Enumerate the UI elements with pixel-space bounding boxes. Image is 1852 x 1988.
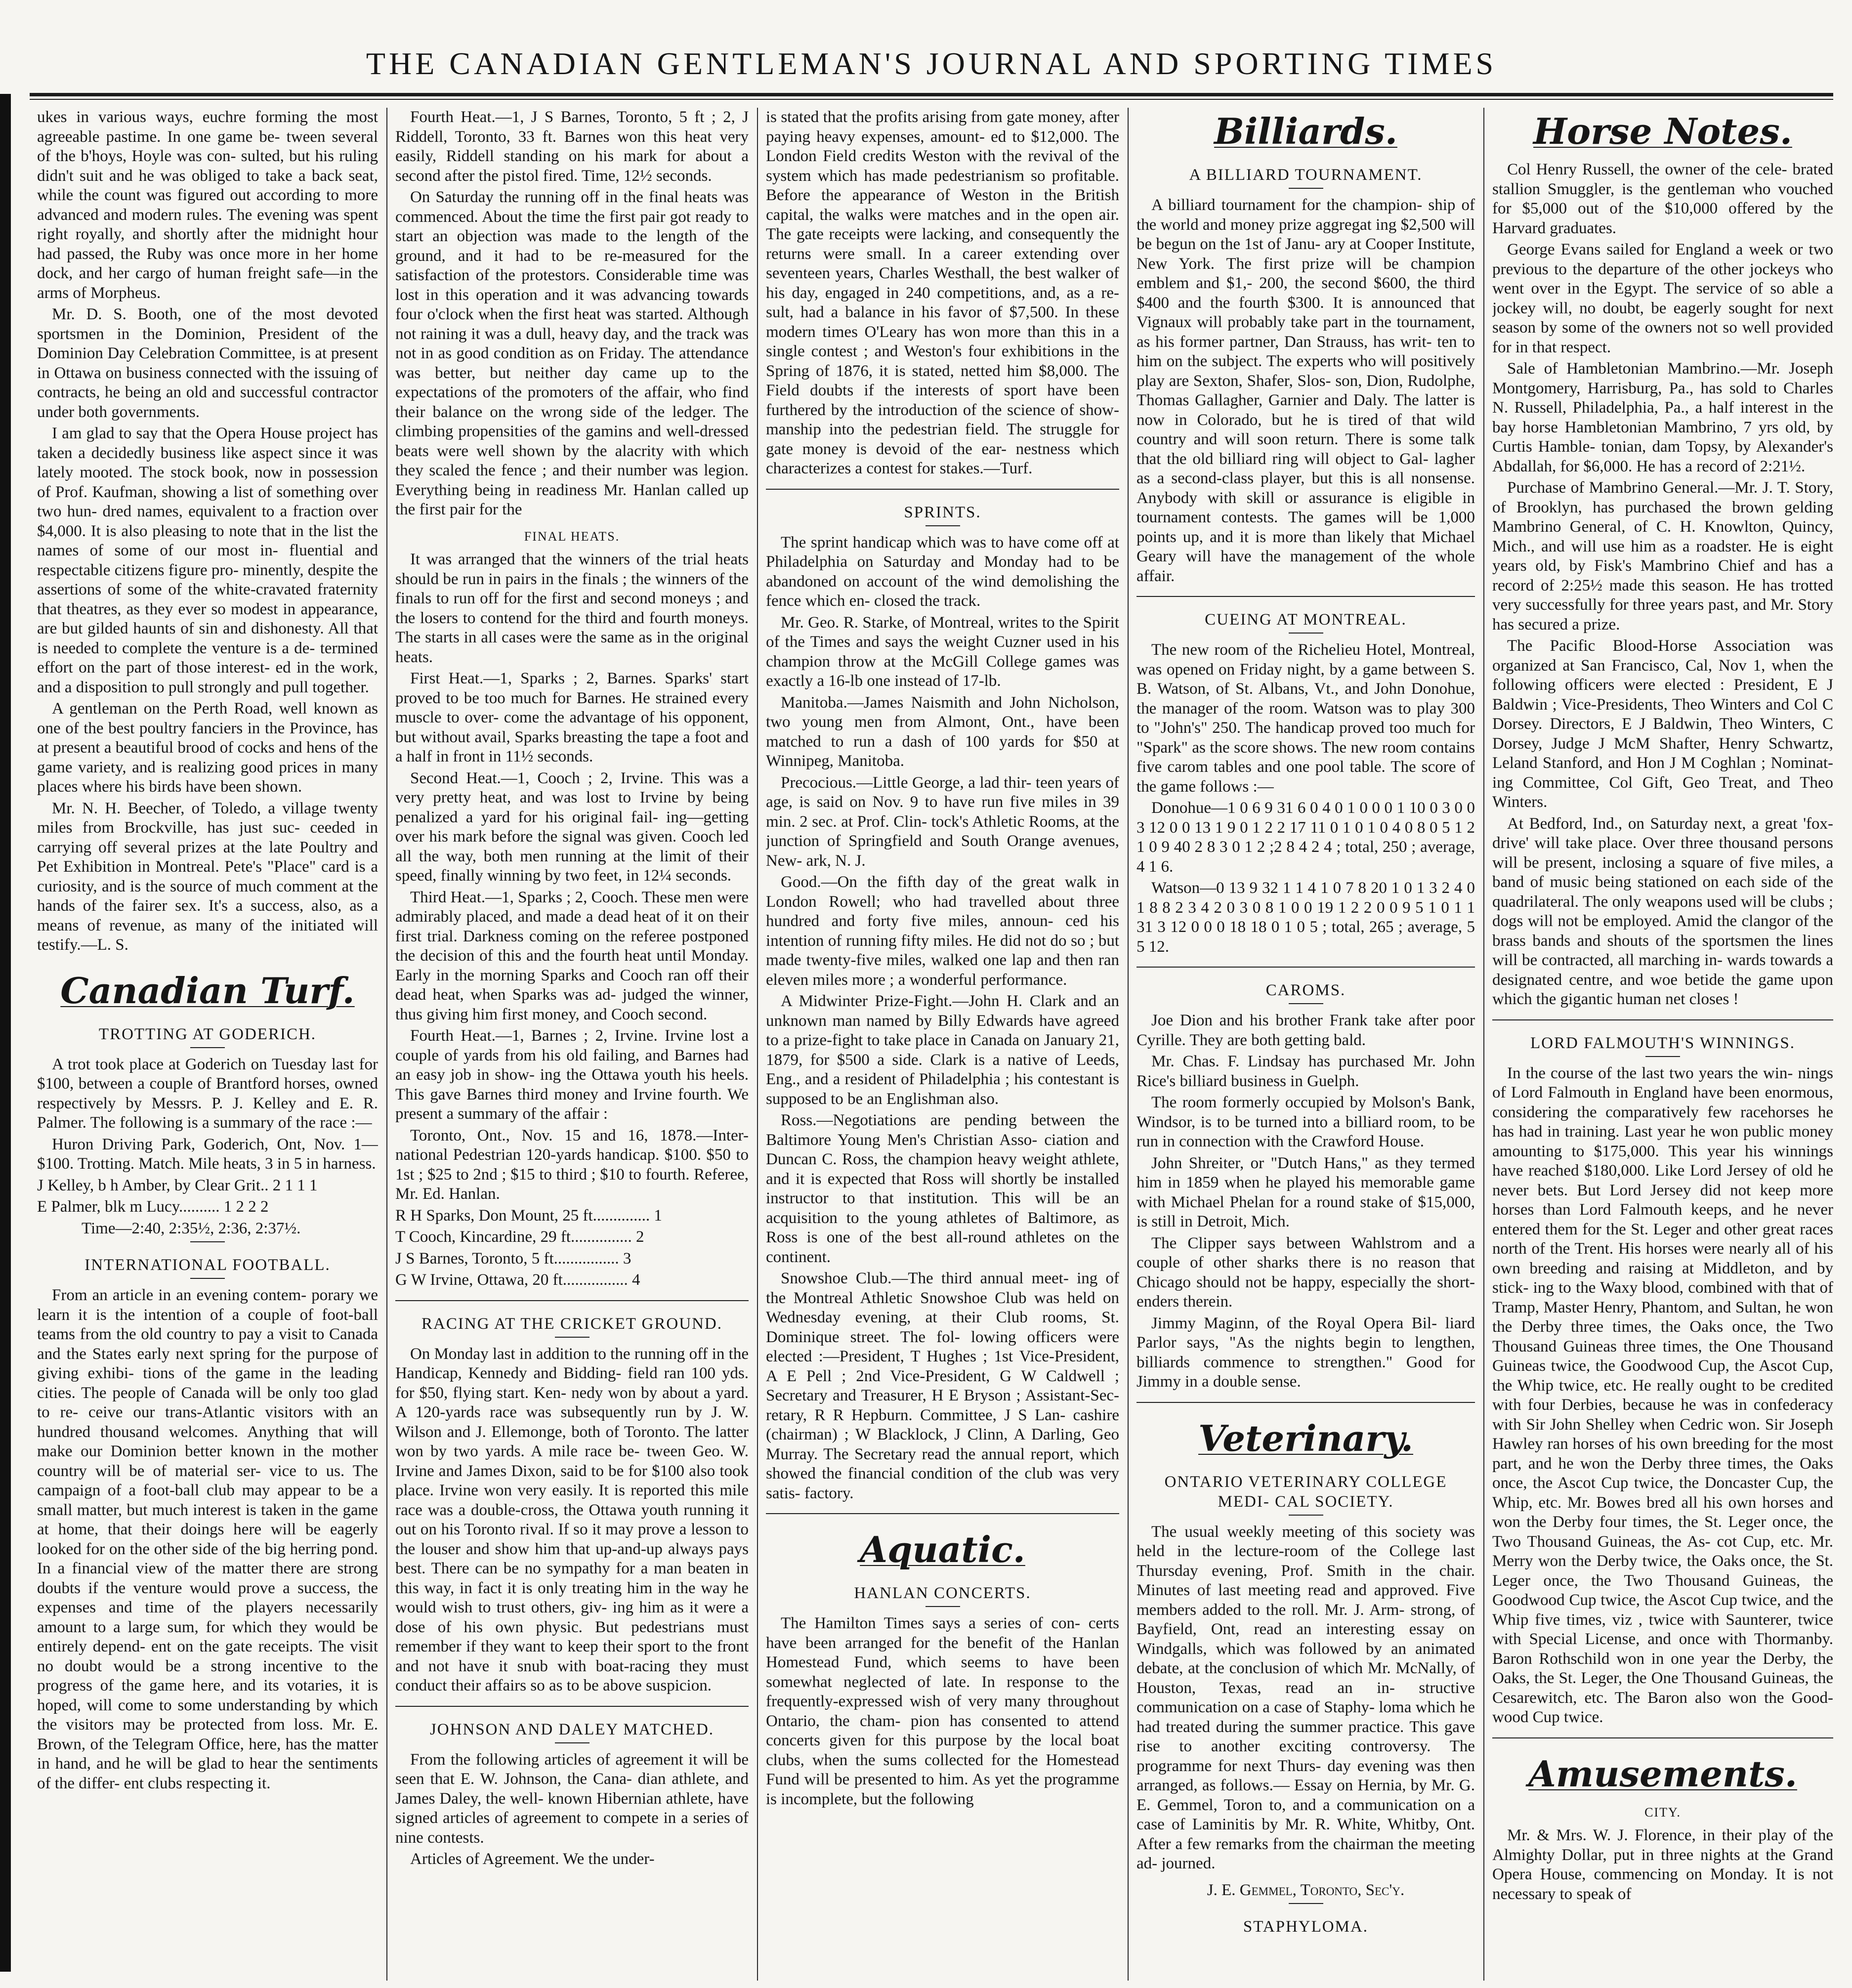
signature: J. E. Gemmel, Toronto, Sec'y. — [1207, 1881, 1405, 1899]
column-5 — [1492, 108, 1833, 1981]
paragraph: On Saturday the running off in the final heats was commenced. About the time the first pair got ready to start an objection was made to the length of the ground, and it had to be re-measured for the satisfaction of the protestors. Considerable time was lost in this operation and it was advancing towards four o'clock when the first heat was started. Although not raining it was a dull, heavy day, and the track was not in as good condition as on Friday. The attendance was better, but neither day came up to the expectations of the promoters of the affair, who find their balance on the wrong side of the ledger. The climbing propensities of the gamins and well-dressed beats were well shown by the alacrity with which they scaled the fence ; and their number was legion. Everything being in readiness Mr. Hanlan called up the first pair for the — [395, 188, 749, 518]
paragraph: The sprint handicap which was to have come off at Philadelphia on Saturday and Monday had to be abandoned on account of the wind demolishing the fence which en- closed the track. — [766, 533, 1119, 610]
title-dash — [190, 1047, 225, 1048]
article-title: CAROMS. — [1265, 981, 1346, 999]
article-title: A BILLIARD TOURNAMENT. — [1189, 166, 1423, 184]
article-rule — [395, 1706, 749, 1707]
article-rule — [766, 1513, 1119, 1514]
paragraph: Jimmy Maginn, of the Royal Opera Bil- liard Parlor says, "As the nights begin to lengthen, billiards commence to strengthen." Good for Jimmy in a double sense. — [1136, 1314, 1475, 1391]
paragraph: From the following articles of agreement it will be seen that E. W. Johnson, the Cana- dian athlete, and James Daley, the well- known Hibernian athlete, have signed articles of agreement to compete in a series of nine contests. — [395, 1750, 749, 1847]
paragraph: Mr. & Mrs. W. J. Florence, in their play of the Almighty Dollar, put in three nights at the Grand Opera House, commencing on Monday. It is not necessary to speak of — [1492, 1826, 1833, 1903]
score-line: Donohue—1 0 6 9 31 6 0 4 0 1 0 0 0 1 10 0 3 0 0 3 12 0 0 13 1 9 0 1 2 2 17 11 0 1 0 1 0 4 0 8 0 5 1 2 1 0 9 40 2 8 3 0 1 2 ;2 8 4 2 4 ; total, 250 ; average, 4 1 6. — [1136, 799, 1475, 876]
article-title: ONTARIO VETERINARY COLLEGE MEDI- CAL SOCIETY. — [1164, 1473, 1447, 1511]
column-rule — [1128, 108, 1129, 1981]
paragraph: A trot took place at Goderich on Tuesday last for $100, between a couple of Brantford horses, owned respectively by Messrs. P. J. Kelley and E. R. Palmer. The following is a summary of the race :— — [37, 1055, 378, 1132]
paragraph: Articles of Agreement. We the under- — [410, 1850, 655, 1868]
page-columns — [37, 108, 1836, 1981]
paragraph: The Pacific Blood-Horse Association was organized at San Francisco, Cal, Nov 1, when the following officers were elected : President, E J Baldwin ; Vice-Presidents, Theo Winters and Col C Dorsey. Directors, E J Baldwin, Theo Winters, C Dorsey, Judge J McM Shafter, Henry Schwartz, Leland Stanford, and Hon J M Coghlan ; Nominat- ing Committee, Col Gift, Geo Treat, and Theo Winters. — [1492, 637, 1833, 811]
paragraph: Mr. D. S. Booth, one of the most devoted sportsmen in the Dominion, President of the Dominion Day Celebration Committee, is at present in Ottawa on business connected with the issuing of contracts, he being an old and successful contractor under both governments. — [37, 305, 378, 421]
paragraph: The usual weekly meeting of this society was held in the lecture-room of the College last Thursday evening, Prof. Smith in the chair. Minutes of last meeting read and approved. Five members added to the roll. Mr. J. Arm- strong, of Bayfield, Ont, read an interesting essay on Windgalls, which was followed by an animated debate, at the conclusion of which Mr. McNally, of Houston, Texas, read an in- structive communication on a case of Staphy- loma which he had treated during the summer practice. This gave rise to another exciting controversy. The programme for next Thurs- day evening was then arranged, as follows.— Essay on Hernia, by Mr. G. E. Gemmel, Toron to, and a communication on a case of Laminitis by Mr. R. White, Whitby, Ont. After a few remarks from the chairman the meeting ad- journed. — [1136, 1523, 1475, 1872]
section-heading-aquatic: Aquatic. — [860, 1528, 1025, 1570]
title-dash — [1289, 1003, 1323, 1004]
title-dash — [190, 1241, 225, 1242]
article-title: STAPHYLOMA. — [1243, 1918, 1369, 1936]
result-line: T Cooch, Kincardine, 29 ft............... 2 — [395, 1228, 644, 1246]
paragraph: The Hamilton Times says a series of con- certs have been arranged for the benefit of the Hanlan Homestead Fund, which seems to have been somewhat neglected of late. In response to the frequently-expressed wish of very many throughout Ontario, the cham- pion has consented to attend concerts given for this purpose by the local boat clubs, when the sums collected for the Homestead Fund will be presented to him. As yet the programme is incomplete, but the following — [766, 1614, 1119, 1808]
paragraph: John Shreiter, or "Dutch Hans," as they termed him in 1859 when he played his memorable game with Michael Phelan for a round stake of $15,000, is still in Detroit, Mich. — [1136, 1154, 1475, 1230]
section-heading-veterinary: Veterinary. — [1198, 1417, 1413, 1459]
paragraph: First Heat.—1, Sparks ; 2, Barnes. Sparks' start proved to be too much for Barnes. He strained every muscle to over- come the advantage of his opponent, but without avail, Sparks breasting the tape a foot and a half in front in 11½ seconds. — [395, 670, 749, 765]
section-heading-horse-notes: Horse Notes. — [1533, 110, 1792, 152]
score-line: Watson—0 13 9 32 1 1 4 1 0 7 8 20 1 0 1 3 2 4 0 1 8 8 2 3 4 2 0 3 0 8 1 0 0 19 1 2 2 0 0 9 5 1 0 1 1 31 3 12 0 0 0 18 18 0 1 0 5 ; total, 265 ; average, 5 5 12. — [1136, 879, 1475, 956]
paragraph: Fourth Heat.—1, J S Barnes, Toronto, 5 ft ; 2, J Riddell, Toronto, 33 ft. Barnes won this heat very easily, Riddell standing on his mark for about a second after the pistol fired. Time, 12½ seconds. — [395, 108, 749, 185]
article-title: RACING AT THE CRICKET GROUND. — [421, 1314, 722, 1333]
result-line: G W Irvine, Ottawa, 20 ft................ 4 — [395, 1271, 640, 1289]
title-dash — [555, 1337, 589, 1338]
paragraph: In the course of the last two years the win- nings of Lord Falmouth in England have been enormous, considering the comparatively few racehorses he has had in training. Last year he won public money amounting to $175,000. This year his winnings have reached $180,000. Like Lord Jersey of old he never bets. But Lord Jersey did not keep more horses than Lord Falmouth keeps, and he never entered them for the St. Leger and other great races north of the Trent. His horses were nearly all of his own breeding and raising at Middleton, and by stick- ing to the Waxy blood, combined with that of Tramp, Master Henry, Phantom, and Sultan, he won the Derby three times, the Oaks once, the Two Thousand Guineas three times, the One Thousand Guineas twice, the Goodwood Cup, the Ascot Cup, the Whip twice, etc. He really ought to be credited with four Derbies, because he was in confederacy with Sir John Shelley when Cedric won. Sir Joseph Hawley ran horses of his own breeding for the most part, and he won the Derby three times, the Oaks once, the Ascot Cup twice, the Doncaster Cup, the Whip, etc. Mr. Bowes bred all his own horses and won the Derby four times, the St. Leger once, the Two Thousand Guineas, the As- cot Cup, etc. Mr. Merry won the Derby twice, the Oaks once, the St. Leger once, the Two Thousand Guineas, the Goodwood Cup twice, the Ascot Cup twice, and the Whip five times, viz , twice with Saunterer, twice with Special License, and once with Thormanby. Baron Rothschild won in one year the Derby, the Oaks, the St. Leger, the One Thousand Guineas, the Cesarewitch, etc. The Baron also won the Good- wood Cup twice. — [1492, 1064, 1833, 1726]
paragraph: Manitoba.—James Naismith and John Nicholson, two young men from Almont, Ont., have been matched to run a dash of 100 yards for $50 at Winnipeg, Manitoba. — [766, 693, 1119, 770]
paragraph: The new room of the Richelieu Hotel, Montreal, was opened on Friday night, by a game between S. B. Watson, of St. Albans, Vt., and John Donohue, the manager of the room. Watson was to play 300 to "John's" 250. The handicap proved too much for "Spark" as the score shows. The new room contains five carom tables and one pool table. The score of the game follows :— — [1136, 641, 1475, 796]
title-dash — [1289, 1903, 1323, 1904]
masthead-rule-thin — [30, 99, 1833, 100]
paragraph: Good.—On the fifth day of the great walk in London Rowell; who had travelled about three hundred and forty five miles, announ- ced his intention of running fifty miles. He did not do so ; but made twenty-five miles, walked one lap and then ran eleven miles more ; a wonderful performance. — [766, 873, 1119, 989]
paragraph: At Bedford, Ind., on Saturday next, a great 'fox-drive' will take place. Over three thousand persons will be present, inclosing a square of five miles, a band of music being stationed on each side of the quadrilateral. The only weapons used will be clubs ; dogs will not be employed. Amid the clangor of the brass bands and shouts of the sportsmen the lines will be contracted, all marching in- wards towards a designated centre, and woe betide the game upon which the gigantic human net closes ! — [1492, 814, 1833, 1008]
title-dash — [1289, 1515, 1323, 1516]
title-dash — [555, 1742, 589, 1743]
time-line: Time—2:40, 2:35½, 2:36, 2:37½. — [82, 1219, 301, 1237]
paragraph: Ross.—Negotiations are pending between the Baltimore Young Men's Christian Asso- ciation and Duncan C. Ross, the champion heavy weight athlete, and it is expected that Ross will shortly be installed instructor to that institution. This will be an acquisition to the young athletes of Baltimore, as Ross is one of the best all-round athletes on the continent. — [766, 1111, 1119, 1266]
article-rule — [1136, 967, 1475, 968]
subheading: CITY. — [1644, 1805, 1681, 1819]
paragraph: Joe Dion and his brother Frank take after poor Cyrille. They are both getting bald. — [1136, 1012, 1475, 1049]
column-rule — [1483, 108, 1484, 1981]
paragraph: Precocious.—Little George, a lad thir- teen years of age, is said on Nov. 9 to have run five miles in 39 min. 2 sec. at Prof. Clin- tock's Athletic Rooms, at the junction of Springfield and South Orange avenues, New- ark, N. J. — [766, 773, 1119, 870]
article-title: INTERNATIONAL FOOTBALL. — [84, 1256, 331, 1274]
paragraph: Snowshoe Club.—The third annual meet- ing of the Montreal Athletic Snowshoe Club was held on Wednesday evening, at their Club rooms, St. Dominique street. The fol- lowing officers were elected :—President, T Hughes ; 1st Vice-President, A E Pell ; 2nd Vice-President, G W Caldwell ; Secretary and Treasurer, H E Bryson ; Assistant-Sec- retary, R R Hepburn. Committee, J S Lan- cashire (chairman) ; W Blacklock, J Clinn, A Darling, Geo Murray. The Secretary read the annual report, which showed the financial condition of the club was very satis- factory. — [766, 1269, 1119, 1502]
article-rule — [1492, 1737, 1833, 1738]
paragraph: ukes in various ways, euchre forming the most agreeable pastime. In one game be- tween several of the b'hoys, Hoyle was con- sulted, but his ruling didn't suit and he was obliged to take a back seat, while the count was figured out according to more advanced and modern rules. The evening was spent right royally, and shortly after the midnight hour had passed, the Ruby was once more in her home dock, and her cargo of human freight safe—in the arms of Morpheus. — [37, 108, 378, 302]
column-1 — [37, 108, 378, 1981]
paragraph: A gentleman on the Perth Road, well known as one of the best poultry fanciers in the Province, has at present a beautiful brood of cocks and hens of the game variety, and is realizing good prices in many places where his birds have been shown. — [37, 700, 378, 796]
paragraph: Toronto, Ont., Nov. 15 and 16, 1878.—Inter- national Pedestrian 120-yards handicap. $100. $50 to 1st ; $25 to 2nd ; $15 to third ; $10 to fourth. Referee, Mr. Ed. Hanlan. — [395, 1126, 749, 1203]
article-title: JOHNSON AND DALEY MATCHED. — [429, 1720, 715, 1738]
result-line: J S Barnes, Toronto, 5 ft................ 3 — [395, 1249, 631, 1268]
paragraph: A Midwinter Prize-Fight.—John H. Clark and an unknown man named by Billy Edwards have agreed to a prize-fight to take place in Canada on January 21, 1879, for $500 a side. Clark is a native of Leeds, Eng., and a resident of Philadelphia ; his contestant is supposed to be an Englishman also. — [766, 992, 1119, 1108]
result-line: E Palmer, blk m Lucy.......... 1 2 2 2 — [37, 1198, 269, 1216]
paragraph: On Monday last in addition to the running off in the Handicap, Kennedy and Bidding- field ran 100 yds. for $50, flying start. Ken- nedy won by about a yard. A 120-yards race was subsequently run by J. W. Wilson and J. Ellemonge, both of Toronto. The latter won by two yards. A mile race be- tween Geo. W. Irvine and James Dixon, said to be for $100 also took place. Irvine won very easily. It is reported this mile race was a double-cross, the Ottawa youth running it out on his Toronto rival. If so it may prove a lesson to the louser and show him that up-and-up always pays best. There can be no sympathy for a man beaten in this way, in fact it is only treating him in the way he would wish to trust others, giv- ing him as it were a dose of his own physic. But pedestrians must remember if they want to keep their sport to the front and not have it snub with boat-racing they must conduct their affairs so as to be above suspicion. — [395, 1345, 749, 1694]
article-title: SPRINTS. — [904, 503, 981, 521]
paragraph: Third Heat.—1, Sparks ; 2, Cooch. These men were admirably placed, and made a dead heat of it on their first trial. Darkness coming on the referee postponed the decision of this and the fourth heat until Monday. Early in the morning Sparks and Cooch ran off their dead heat, when Sparks was ad- judged the winner, thus giving him first money, and Cooch second. — [395, 888, 749, 1023]
column-rule — [757, 108, 758, 1981]
paragraph: I am glad to say that the Opera House project has taken a decidedly business like aspect since it was lately mooted. The stock book, now in possession of Prof. Kaufman, showing a list of something over two hun- dred names, equivalent to a fraction over $4,000. It is also pleasing to note that in the list the names of some of our most in- fluential and respectable citizens figure pro- minently, despite the assertions of some of the white-cravated fraternity that theatres, as they ever so modest in appearance, are but gilded haunts of sin and dishonesty. All that is needed to complete the venture is a de- termined effort on the part of those interest- ed in the work, and a disposition to pull strongly and pull together. — [37, 424, 378, 696]
paragraph: Sale of Hambletonian Mambrino.—Mr. Joseph Montgomery, Harrisburg, Pa., has sold to Charles N. Russell, Philadelphia, Pa., a half interest in the bay horse Hambletonian Mambrino, 7 yrs old, by Curtis Hamble- tonian, dam Topsy, by Alexander's Abdallah, for $6,000. He has a record of 2:21½. — [1492, 360, 1833, 475]
paragraph: is stated that the profits arising from gate money, after paying heavy expenses, amount- ed to $12,000. The London Field credits Weston with the revival of the system which has made pedestrianism so profitable. Before the appearance of Weston in the British capital, the walks were matches and in the open air. The gate receipts were lacking, and consequently the returns were small. In a career extending over seventeen years, Charles Westhall, the best walker of his day, engaged in 240 competitions, and, as a re- sult, had a balance in his favor of $7,500. In these modern times O'Leary has won more than this in a single contest ; and Weston's four exhibitions in the Spring of 1876, it is stated, netted him $8,000. The Field doubts if the interests of sport have been furthered by the introduction of the science of show- manship into the pedestrian field. The struggle for gate money is devoid of the ear- nestness which characterizes a contest for stakes.—Turf. — [766, 108, 1119, 477]
article-title: HANLAN CONCERTS. — [854, 1584, 1031, 1602]
article-rule — [395, 1300, 749, 1301]
paragraph: George Evans sailed for England a week or two previous to the departure of the other jockeys who went over in the Egypt. The service of so able a jockey will, no doubt, be eagerly sought for next season by some of the owners not so well provided for in that respect. — [1492, 241, 1833, 356]
masthead-rule — [30, 93, 1833, 96]
section-heading-amusements: Amusements. — [1528, 1752, 1797, 1795]
section-heading-turf: Canadian Turf. — [60, 969, 355, 1012]
section-heading-billiards: Billiards. — [1214, 110, 1397, 152]
paragraph: Mr. Geo. R. Starke, of Montreal, writes to the Spirit of the Times and says the weight Cuzner used in his champion throw at the McGill College games was exactly a 16-lb one instead of 17-lb. — [766, 613, 1119, 690]
article-rule — [1492, 1019, 1833, 1020]
paragraph: Huron Driving Park, Goderich, Ont, Nov. 1—$100. Trotting. Match. Mile heats, 3 in 5 in harness. — [37, 1135, 378, 1173]
column-rule — [386, 108, 387, 1981]
title-dash — [1645, 1056, 1680, 1057]
paragraph: A billiard tournament for the champion- ship of the world and money prize aggregat ing $2,500 will be begun on the 1st of Janu- ary at Cooper Institute, New York. The first prize will be champion emblem and $1,- 200, the second $600, the third $400 and the fourth $300. It is announced that Vignaux will probably take part in the tournament, as his former partner, Dan Strauss, has writ- ten to him on the subject. The experts who will positively play are Sexton, Shafer, Slos- son, Dion, Rudolphe, Thomas Gallagher, Garnier and Daly. The latter is now in Colorado, but he is tired of that wild country and will soon return. There is some talk that the old billiard ring will object to Gal- lagher as a second-class player, but this is all nonsense. Anybody with skill or assurance is eligible in tournament contests. The games will be 1,000 points up, and it is more than likely that Michael Geary will have the management of the whole affair. — [1136, 196, 1475, 585]
paragraph: The Clipper says between Wahlstrom and a couple of other sharks there is no reason that Chicago should not be happy, especially the short-enders therein. — [1136, 1234, 1475, 1311]
paragraph: It was arranged that the winners of the trial heats should be run in pairs in the finals ; the winners of the finals to run off for the first and second moneys ; and the losers to contend for the third and fourth moneys. The starts in all cases were the same as in the original heats. — [395, 550, 749, 666]
subheading: FINAL HEATS. — [524, 529, 620, 544]
result-line: R H Sparks, Don Mount, 25 ft.............. 1 — [395, 1206, 662, 1225]
title-dash — [926, 525, 960, 526]
paragraph: Mr. N. H. Beecher, of Toledo, a village twenty miles from Brockville, has just suc- ceeded in carrying off several prizes at the late Poultry and Pet Exhibition in Montreal. Pete's "Place" card is a curiosity, and is the source of much comment at the hands of the fairer sex. It's a success, also, as a means of revenue, as many of the initiated will testify.—L. S. — [37, 799, 378, 954]
article-rule — [766, 489, 1119, 490]
title-dash — [926, 1606, 960, 1607]
column-4 — [1136, 108, 1475, 1981]
paragraph: Purchase of Mambrino General.—Mr. J. T. Story, of Brooklyn, has purchased the brown gelding Mambrino General, of C. H. Knowlton, Quincy, Mich., and will use him as a roadster. He is eight years old, by Fisk's Mambrino Chief and has a record of 2:25½ made this season. He has trotted very successfully for three years past, and Mr. Story has secured a prize. — [1492, 479, 1833, 634]
binding-edge — [0, 94, 11, 1972]
result-line: J Kelley, b h Amber, by Clear Grit.. 2 1 1 1 — [37, 1176, 318, 1194]
article-title: LORD FALMOUTH'S WINNINGS. — [1530, 1034, 1795, 1052]
title-dash — [190, 1278, 225, 1279]
column-2 — [395, 108, 749, 1981]
masthead: THE CANADIAN GENTLEMAN'S JOURNAL AND SPORTING TIMES — [366, 46, 1497, 81]
article-rule — [1136, 1402, 1475, 1403]
paragraph: Second Heat.—1, Cooch ; 2, Irvine. This was a very pretty heat, and was lost to Irvine by being penalized a yard for his original fail- ing—getting over his mark before the signal was given. Cooch led all the way, both men running at the limit of their speed, finally winning by two feet, in 12¼ seconds. — [395, 769, 749, 885]
paragraph: The room formerly occupied by Molson's Bank, Windsor, is to be turned into a billiard room, to be run in connection with the Crawford House. — [1136, 1094, 1475, 1150]
article-rule — [1136, 596, 1475, 597]
paragraph: Fourth Heat.—1, Barnes ; 2, Irvine. Irvine lost a couple of yards from his old failing, and Barnes had an easy job in show- ing the Ottawa youth his heels. This gave Barnes third money and Irvine fourth. We present a summary of the affair : — [395, 1027, 749, 1123]
paragraph: Mr. Chas. F. Lindsay has purchased Mr. John Rice's billiard business in Guelph. — [1136, 1053, 1475, 1090]
article-title: CUEING AT MONTREAL. — [1205, 611, 1407, 629]
paragraph: From an article in an evening contem- porary we learn it is the intention of a couple of foot-ball teams from the old country to pay a visit to Canada and the States early next spring for the purpose of giving exhibi- tions of the game in the leading cities. The people of Canada will be only too glad to re- ceive our trans-Atlantic visitors with an hundred thousand welcomes. Anything that will make our Dominion better known in the mother country will be of material ser- vice to us. The campaign of a foot-ball club may appear to be a small matter, but much interest is taken in the game at home, that their doings here will be eagerly looked for on the other side of the big herring pond. In a financial view of the matter there are strong doubts if the venture would prove a success, the expenses and time of the players necessarily amount to a large sum, for which they would be entirely depend- ent on the gate receipts. The visit no doubt would be a strong incentive to the progress of the game here, and its votaries, it is hoped, will come to some understanding by which the visitors may be protected from loss. Mr. E. Brown, of the Telegram Office, here, has the matter in hand, and he will be glad to hear the sentiments of the differ- ent clubs respecting it. — [37, 1286, 378, 1792]
column-3 — [766, 108, 1119, 1981]
title-dash — [1289, 633, 1323, 634]
article-title: TROTTING AT GODERICH. — [98, 1025, 317, 1043]
title-dash — [1289, 188, 1323, 189]
paragraph: Col Henry Russell, the owner of the cele- brated stallion Smuggler, is the gentleman who vouched for $5,000 out of the $10,000 offered by the Harvard graduates. — [1492, 161, 1833, 237]
